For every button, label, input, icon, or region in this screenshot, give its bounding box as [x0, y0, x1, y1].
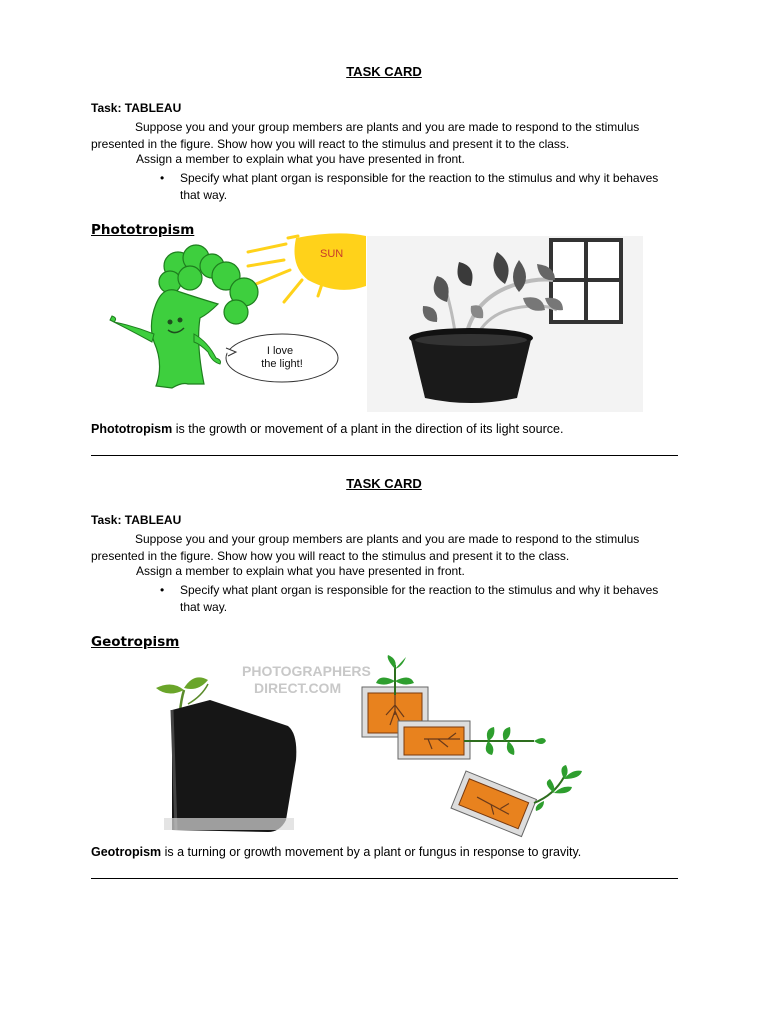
potted-plant-window-photo — [367, 236, 643, 412]
card-title: TASK CARD — [346, 64, 422, 79]
sun-icon — [295, 233, 367, 289]
task-instructions — [91, 531, 681, 564]
section-heading: Phototropism — [91, 222, 195, 238]
speech-text: I love the light! — [261, 345, 303, 370]
assign-instruction: Assign a member to explain what you have presented in front. — [136, 152, 465, 166]
watermark-line1: PHOTOGRAPHERS — [242, 663, 371, 679]
instructions-text: Suppose you and your group members are plants and you are made to respond to the stimulus presented in the figure. Show how you will react to the stimulus and present it to the class. — [91, 120, 640, 151]
task-label: Task: TABLEAU — [91, 513, 182, 527]
definition — [91, 422, 563, 436]
definition-term: Geotropism — [91, 845, 162, 859]
task-instructions — [91, 119, 681, 152]
geotropism-boxes-diagram — [358, 655, 608, 827]
section-heading: Geotropism — [91, 634, 180, 650]
definition-term: Phototropism — [91, 422, 173, 436]
black-pot-on-side — [172, 700, 296, 832]
sideways-pot-seedling-photo — [150, 660, 371, 835]
cartoon-plant-arm-left — [110, 316, 154, 342]
tilted-plant-shoot — [534, 765, 582, 811]
box-sideways — [398, 721, 546, 759]
bullet-item — [160, 170, 680, 203]
watermark-line2: DIRECT.COM — [254, 680, 342, 696]
bullet-dot: • — [160, 583, 165, 597]
bullet-item — [160, 582, 680, 615]
definition-text: is a turning or growth movement by a plant or fungus in response to gravity. — [161, 845, 582, 859]
cartoon-plant-illustration — [108, 234, 368, 394]
sun-label: SUN — [320, 248, 344, 260]
card-divider — [91, 878, 678, 879]
instructions-text: Suppose you and your group members are plants and you are made to respond to the stimulus presented in the figure. Show how you will react to the stimulus and present it to the class. — [91, 532, 640, 563]
assign-instruction: Assign a member to explain what you have presented in front. — [136, 564, 465, 578]
black-pot — [409, 328, 533, 403]
card-divider — [91, 455, 678, 456]
box-tilted — [451, 771, 536, 837]
bullet-text: Specify what plant organ is responsible for the reaction to the stimulus and why it behaves that way. — [180, 583, 659, 614]
task-label: Task: TABLEAU — [91, 101, 182, 115]
definition — [91, 845, 581, 859]
bullet-dot: • — [160, 171, 165, 185]
definition-text: is the growth or movement of a plant in the direction of its light source. — [172, 422, 564, 436]
bullet-text: Specify what plant organ is responsible for the reaction to the stimulus and why it behaves that way. — [180, 171, 659, 202]
cartoon-plant-body — [151, 290, 218, 388]
card-title: TASK CARD — [346, 476, 422, 491]
